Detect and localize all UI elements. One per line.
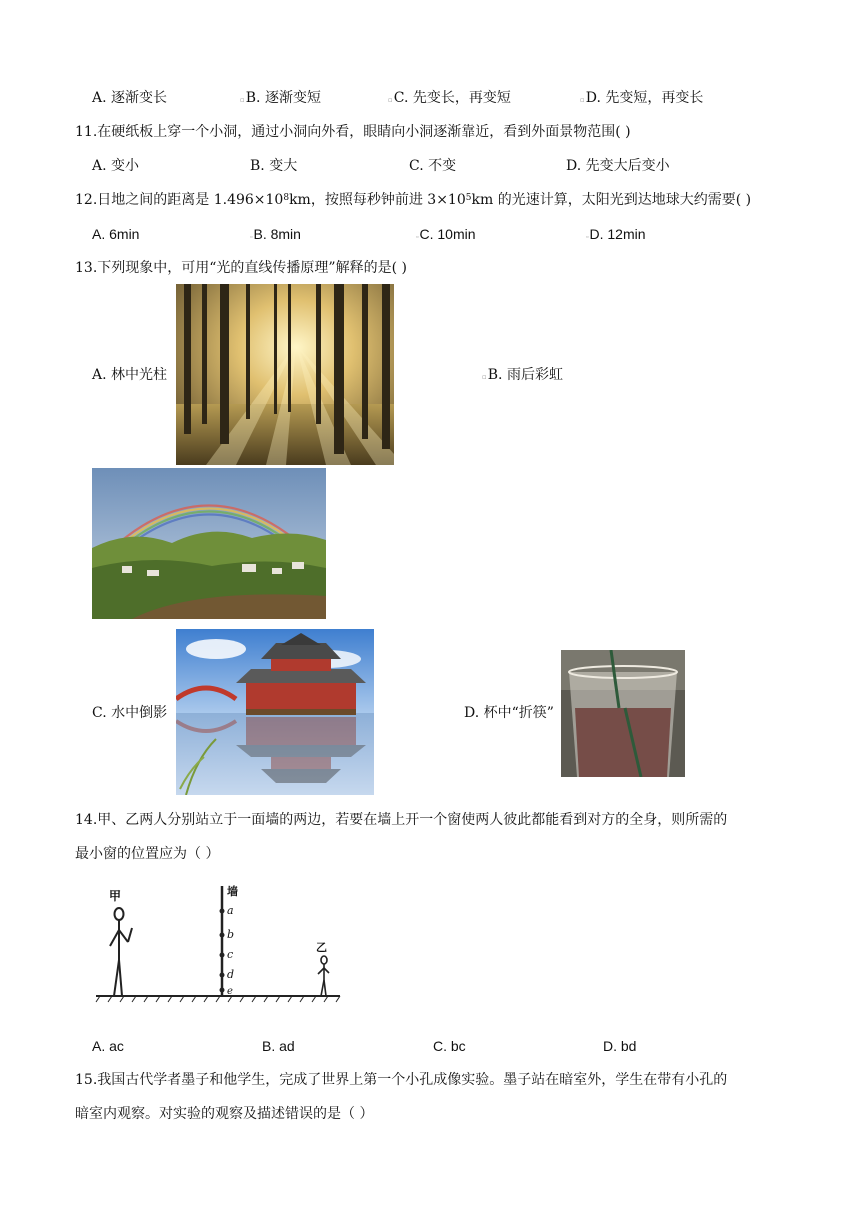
forest-light-photo <box>176 284 394 465</box>
label-person-a: 甲 <box>109 889 122 903</box>
bent-chopstick-cup-photo <box>561 650 685 777</box>
q13-option-b: ▫B. 雨后彩虹 <box>482 367 563 383</box>
q12-stem: 12.日地之间的距离是 $1.496\times 10^8km$，按照每秒钟前进 $3\times 10^5km$ 的光速计算，太阳光到达地球大约需要( ) <box>75 192 752 208</box>
q10-option-c: ▫C. 先变长，再变短 <box>388 90 511 106</box>
q14-option-b: B. ad <box>262 1038 295 1054</box>
q12-option-d: ▫D. 12min <box>586 226 646 242</box>
q13-option-d: D. 杯中“折筷” <box>464 705 554 721</box>
q12-option-a: A. 6min <box>92 226 140 242</box>
q14-stem-line2: 最小窗的位置应为（ ） <box>75 846 220 862</box>
label-point-a: a <box>227 904 234 917</box>
q12-option-c: ▫C. 10min <box>416 226 476 242</box>
q15-stem-line2: 暗室内观察。对实验的观察及描述错误的是（ ） <box>75 1106 374 1122</box>
q11-option-a: A. 变小 <box>92 158 140 174</box>
q14-option-a: A. ac <box>92 1038 124 1054</box>
q14-option-c: C. bc <box>433 1038 466 1054</box>
q13-option-c: C. 水中倒影 <box>92 705 168 721</box>
label-wall: 墙 <box>227 885 238 898</box>
label-person-b: 乙 <box>316 941 327 954</box>
q11-option-c: C. 不变 <box>409 158 457 174</box>
q14-stem-line1: 14.甲、乙两人分别站立于一面墙的两边，若要在墙上开一个窗使两人彼此都能看到对方的全身，则所需的 <box>75 812 728 828</box>
wall-window-figure <box>92 880 342 1008</box>
q11-stem: 11.在硬纸板上穿一个小洞，通过小洞向外看，眼睛向小洞逐渐靠近，看到外面景物范围( ) <box>75 124 631 140</box>
label-point-b: b <box>227 928 235 941</box>
q13-option-a: A. 林中光柱 <box>92 367 168 383</box>
label-point-e: e <box>227 986 233 997</box>
q10-option-a: A. 逐渐变长 <box>92 90 168 106</box>
label-point-d: d <box>227 968 235 981</box>
q14-option-d: D. bd <box>603 1038 637 1054</box>
q11-option-b: B. 变大 <box>250 158 298 174</box>
q12-option-b: ▫B. 8min <box>250 226 301 242</box>
q10-option-d: ▫D. 先变短，再变长 <box>580 90 704 106</box>
q10-option-b: ▫B. 逐渐变短 <box>240 90 321 106</box>
q13-stem: 13.下列现象中，可用“光的直线传播原理”解释的是( ) <box>75 260 407 276</box>
water-reflection-photo <box>176 629 374 795</box>
q15-stem-line1: 15.我国古代学者墨子和他学生，完成了世界上第一个小孔成像实验。墨子站在暗室外，学生在带有小孔的 <box>75 1072 728 1088</box>
rainbow-photo <box>92 468 326 619</box>
label-point-c: c <box>227 948 234 961</box>
q11-option-d: D. 先变大后变小 <box>566 158 670 174</box>
